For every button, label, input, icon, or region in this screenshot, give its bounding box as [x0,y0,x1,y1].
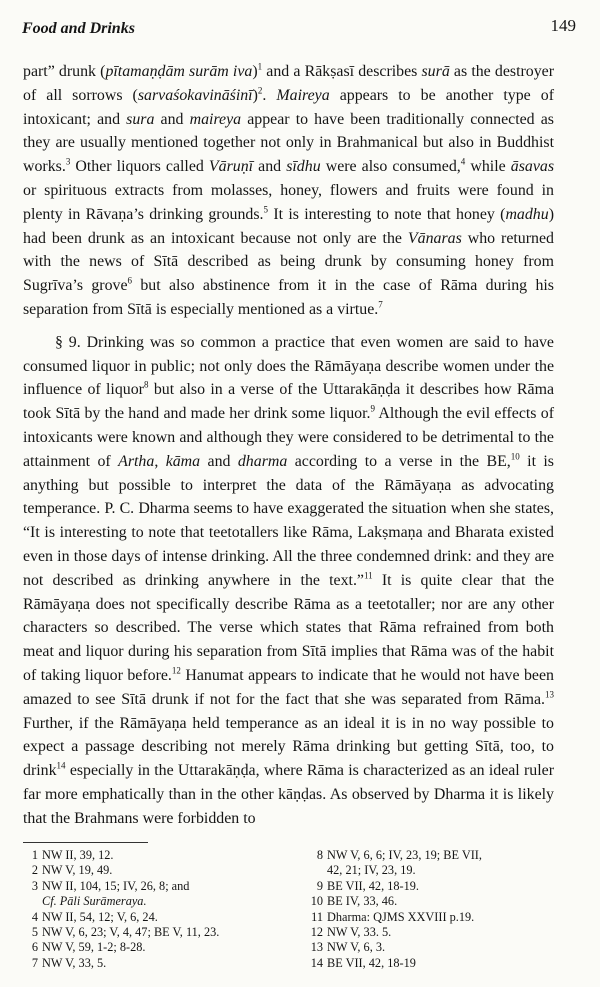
footnote-text: NW V, 19, 49. [42,863,113,878]
text-run: while [465,158,511,176]
footnote-number: 6 [31,940,38,955]
footnote [23,894,308,909]
text-run: part” drunk ( [23,63,106,80]
text-run: or spirituous extracts from molasses, honey, flowers and fruits were found in plenty in Rāvaṇa’s drinking grounds. [23,181,554,223]
italic-term: madhu [505,205,549,223]
text-run: Other liquors called [70,158,209,176]
footnote-text: BE VII, 42, 18-19. [327,878,419,893]
footnote-number: 10 [310,894,323,909]
italic-term: Vāruṇī [208,158,254,176]
footnote [308,863,563,878]
footnote [23,940,308,955]
footnote-ref: 7 [378,299,383,310]
footnote-ref: 12 [171,665,181,676]
text-run: but also abstinence from it in the case of Rāma during his separation from Sītā is especially mentioned as a virtue. [23,277,554,318]
text-run: as the destroyer of all sorrows ( [23,63,555,104]
text-run: and [200,452,238,470]
italic-term: āsavas [510,158,555,176]
text-run: according to a verse in the BE, [287,452,511,470]
footnote [23,848,308,863]
footnote-number [23,894,38,909]
footnote [23,879,308,894]
text-run: . [262,86,277,104]
text-run: and a Rākṣasī describes [262,63,422,80]
chapter-title: Food and Drinks [22,20,135,37]
text-run: It is quite clear that the Rāmāyaṇa does not specifically describe Rāma as a teetotaller; nor are any other characters so described. The verse which states that Rāma refrained from both meat and liquor during his separation from Sītā implies that Rāma was of the habit of taking liquor before. [23,571,554,684]
footnote-ref: 10 [510,451,520,462]
footnote-number: 4 [31,909,38,924]
footnote [23,925,308,940]
text-run: § 9. Drinking was so common a practice that even women are said to have consumed liquor in public; not only does the Rāmāyaṇa describe women under the influence of liquor [23,333,554,399]
footnote-number: 14 [310,955,323,970]
footnote-text: NW II, 104, 15; IV, 26, 8; and [42,878,190,893]
footnote-ref: 3 [65,156,71,167]
italic-term: sīdhu [286,158,321,176]
page-number: 149 [550,16,576,35]
italic-term: Artha [118,452,155,470]
footnote-ref: 2 [257,85,263,96]
italic-term: pītamaṇḍām surām iva [105,63,253,80]
footnote-text: NW V, 59, 1-2; 8-28. [42,940,146,955]
footnote [23,863,308,878]
text-run: ) [252,86,258,104]
paragraph-1 [23,60,554,322]
text-run: Although the evil effects of intoxicants were known and although they were considered to be detrimental to the attainment of [23,405,554,470]
footnotes-left-column [23,848,308,971]
footnote-text: 42, 21; IV, 23, 19. [327,863,416,878]
footnote [23,910,308,925]
footnote [308,894,563,909]
running-header [22,16,576,42]
text-run: and [253,158,287,176]
footnote-text: NW II, 39, 12. [42,848,114,862]
footnote-text: NW V, 33, 5. [42,955,107,970]
text-run: appears to be another type of intoxicant; and [23,86,555,128]
footnote-separator [23,842,148,843]
text-run: ) [252,63,258,80]
footnote-ref: 14 [56,760,66,771]
footnote-ref: 5 [263,204,269,215]
text-run: who returned with the news of Sītā described as being drunk by consuming honey from Sugrīva’s grove [23,229,554,295]
footnote-number: 8 [316,848,323,862]
footnote-number: 13 [310,940,323,955]
footnote [308,940,563,955]
text-run: especially in the Uttarakāṇḍa, where Rāma is characterized as an ideal ruler far more emphatically than in the other kāṇḍas. As observed by Dharma it is likely that the Brahmans were forbidden to [23,762,554,827]
text-run: appear to have been traditionally connected as they are usually mentioned together not only in Brahmanical but also in Buddhist works. [23,110,554,176]
footnotes-right-column [308,848,563,971]
footnote-text: BE IV, 33, 46. [327,894,398,909]
body-text [23,60,554,831]
footnote-text: Cf. Pāli Surāmeraya. [42,894,147,909]
footnote-ref: 11 [364,570,373,581]
text-run: , [154,452,166,470]
footnote-text: BE VII, 42, 18-19 [327,955,416,970]
footnote-number: 12 [310,925,323,940]
footnote [23,956,308,971]
text-run: and [154,110,190,128]
italic-term: surā [421,63,450,80]
footnote-number [308,863,323,878]
footnote [308,879,563,894]
text-run: it is anything but possible to interpret the data of the Rāmāyaṇa as advocating temperance. P. C. Dharma seems to have exaggerated the situation when she states, “It is interesting to note that teetotallers like Rāma, Lakṣmaṇa and Bharata existed even in those days of intense drinking. All the three condemned drink: and they are not described as drinking anywhere in the text.” [23,452,554,589]
italic-term: dharma [237,452,288,470]
italic-term: Maireya [276,86,330,104]
footnote-text: NW V, 6, 3. [327,940,386,955]
text-run: but also in a verse of the Uttarakāṇḍa it describes how Rāma took Sītā by the hand and made her drink some liquor. [23,381,554,423]
paragraph-2 [23,331,554,831]
footnote-ref: 1 [257,61,263,72]
italic-term: Vānaras [407,229,462,247]
footnote-text: NW V, 33. 5. [327,925,392,940]
footnote-text: Dharma: QJMS XXVIII p.19. [327,909,475,924]
footnote-number: 3 [31,878,38,893]
text-run: were also consumed, [320,158,461,176]
italic-term: sarvaśokavināśinī [137,86,253,104]
footnote-number: 5 [31,925,38,940]
footnote [308,925,563,940]
text-run: ) had been drunk as an intoxicant because not only are the [23,205,554,247]
text-run: Hanumat appears to indicate that he would not have been amazed to see Sītā drunk if not for the fact that she was separated from Rāma. [23,666,554,708]
footnote-text: NW V, 6, 23; V, 4, 47; BE V, 11, 23. [42,925,220,940]
footnote-ref: 9 [370,403,376,414]
footnote-text: NW II, 54, 12; V, 6, 24. [42,909,158,924]
footnote-text: NW V, 6, 6; IV, 23, 19; BE VII, [327,848,482,862]
footnote-number: 7 [31,955,38,970]
footnote-number: 2 [31,863,38,878]
text-run: It is interesting to note that honey ( [268,205,506,223]
footnote [308,848,563,863]
footnote [308,956,563,971]
footnotes [23,848,563,971]
footnote-number: 1 [31,848,38,862]
italic-term: kāma [165,452,201,470]
footnote-ref: 6 [127,275,133,286]
italic-term: maireya [189,110,242,128]
text-run: Further, if the Rāmāyaṇa held temperance as an ideal it is in no way possible to expect a passage describing not merely Rāma drinking but getting Sītā, too, to drink [23,714,554,780]
footnote-number: 9 [316,878,323,893]
italic-term: sura [126,110,155,128]
footnote [308,910,563,925]
footnote-ref: 13 [545,689,554,700]
footnote-number: 11 [311,909,323,924]
footnote-ref: 8 [143,380,149,391]
footnote-ref: 4 [460,156,466,167]
